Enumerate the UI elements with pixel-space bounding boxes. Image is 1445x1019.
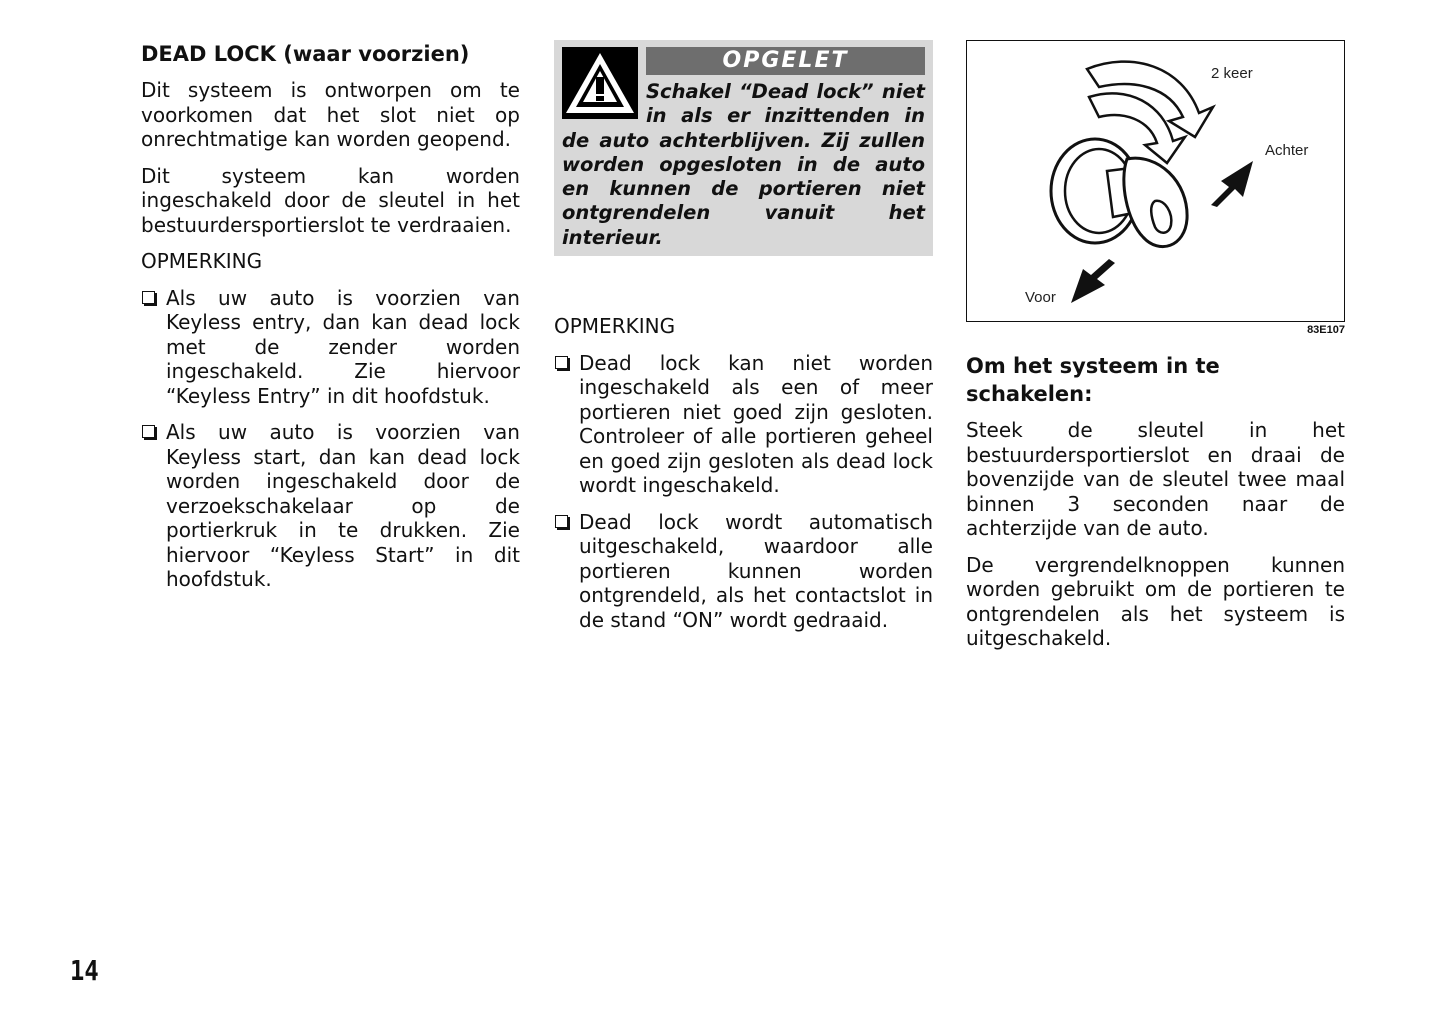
list-item-text: Als uw auto is voorzien van Keyless entry, dan kan dead lock met de zender worden ingeschakeld. Zie hiervoor “Keyless Entry” in dit hoofdstuk.: [166, 285, 520, 408]
column-right: [966, 40, 1345, 663]
paragraph-unlock-buttons: De vergrendelknoppen kunnen worden gebruikt om de portieren te ontgrendelen als het systeem is uitgeschakeld.: [966, 552, 1345, 650]
label-two-times: 2 keer: [1211, 65, 1253, 82]
paragraph-purpose: Dit systeem is ontworpen om te voorkomen dat het slot niet op onrechtmatige kan worden geopend.: [141, 78, 520, 151]
checkbox-bullet-icon: [142, 425, 155, 438]
figure-code: 83E107: [1307, 324, 1345, 336]
section-heading-dead-lock: DEAD LOCK (waar voorzien): [141, 42, 470, 66]
label-front: Voor: [1025, 289, 1056, 306]
list-item: [554, 510, 933, 633]
page-number: 14: [70, 954, 99, 987]
warning-text: Schakel “Dead lock” niet in als er inzittenden in de auto achterblijven. Zij zullen worden opgesloten in de auto en kunnen de portieren niet ontgrendelen vanuit het interieur.: [562, 80, 925, 249]
section-heading-activate: Om het systeem in te schakelen:: [966, 354, 1220, 406]
column-left: [141, 40, 520, 604]
note-list: [141, 286, 520, 592]
note-label: OPMERKING: [554, 314, 676, 339]
warning-box: [554, 40, 933, 256]
list-item: [554, 351, 933, 498]
checkbox-bullet-icon: [555, 356, 568, 369]
list-item-text: Als uw auto is voorzien van Keyless start, dan kan dead lock worden ingeschakeld door de verzoekschakelaar op de portierkruk in te drukken. Zie hiervoor “Keyless Start” in dit hoofdstuk.: [166, 420, 520, 591]
list-item: [141, 286, 520, 409]
key-lock-drawing: [967, 41, 1344, 321]
checkbox-bullet-icon: [142, 291, 155, 304]
paragraph-activation: Dit systeem kan worden ingeschakeld door de sleutel in het bestuurdersportierslot te verdraaien.: [141, 163, 520, 237]
note-list: [554, 351, 933, 633]
label-back: Achter: [1265, 142, 1309, 159]
arrow-back: [1211, 161, 1253, 207]
column-middle: [554, 40, 933, 644]
list-item: [141, 420, 520, 592]
key-lock-illustration: [966, 40, 1345, 322]
arrow-front: [1071, 259, 1115, 303]
paragraph-instructions: Steek de sleutel in het bestuurdersportierslot en draai de bovenzijde van de sleutel twee maal binnen 3 seconden naar de achterzijde van de auto.: [966, 418, 1345, 540]
list-item-text: Dead lock wordt automatisch uitgeschakeld, waardoor alle portieren kunnen worden ontgrendeld, als het contactslot in de stand “ON” wordt gedraaid.: [579, 509, 933, 632]
note-label: OPMERKING: [141, 249, 263, 273]
warning-triangle-icon: [562, 47, 638, 119]
warning-title: OPGELET: [646, 47, 925, 75]
list-item-text: Dead lock kan niet worden ingeschakeld als een of meer portieren niet goed zijn gesloten. Controleer of alle portieren geheel en goed zijn gesloten als dead lock wordt ingeschakeld.: [579, 350, 933, 498]
checkbox-bullet-icon: [555, 515, 568, 528]
